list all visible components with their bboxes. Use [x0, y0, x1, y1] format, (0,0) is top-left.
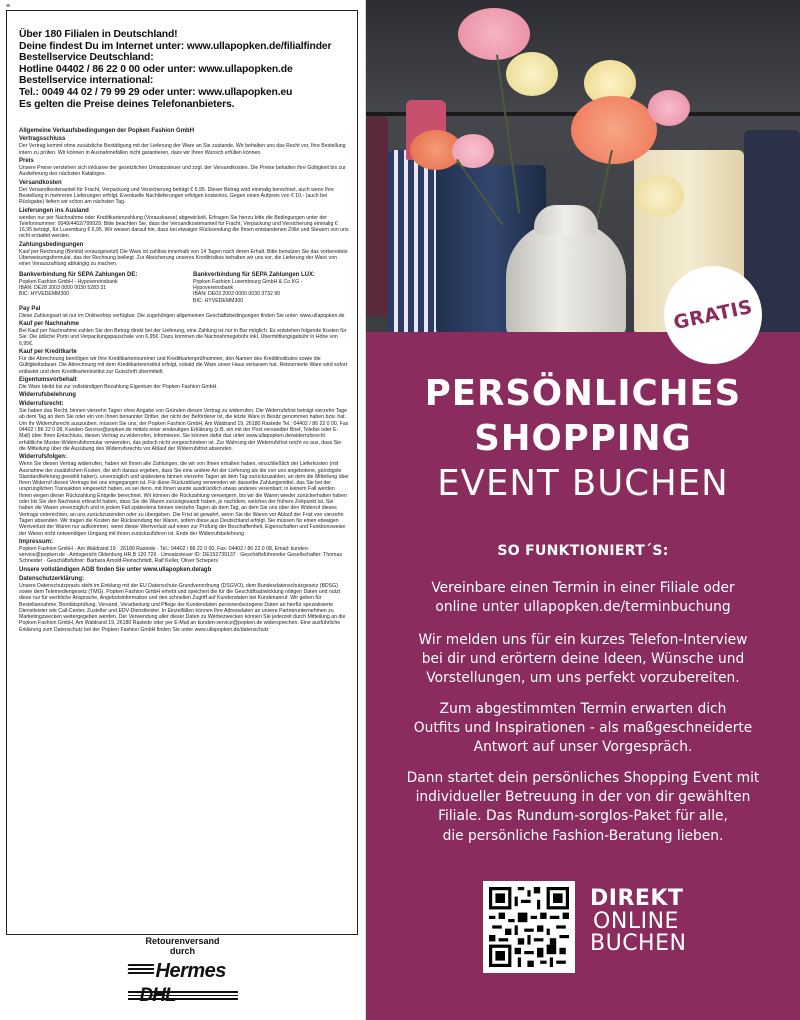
- terms-section: [19, 454, 349, 537]
- terms-section-text: Für die Abrechnung benötigen wir Ihre Kreditkartennummer und Kreditkartenprüfnummer, den Namen des Kreditinstitutes sowie die Gültigkeitsdauer. Die Abrechnung mit dem Kreditkarteninstitut erfolgt, sobald die Ware unser Haus verlassen hat. Retournierte Ware wird sofort entlastet und dem Kreditkarteninstitut zur Gutschrift übermittelt.: [19, 355, 348, 375]
- terms-section-heading: Widerrufsfolgen:: [19, 454, 67, 461]
- bank-de: [19, 272, 175, 304]
- intro-line-1: Über 180 Filialen in Deutschland!: [19, 29, 178, 40]
- terms-section-text: Unsere Datenschutzpraxis steht im Einklang mit der EU Datenschutz-Grundverordnung (DSGVO), dem Bundesdatenschutzgesetz (BDSG) sowie dem Telemediengesetz (TMG). Popken Fashion GmbH erhebt und speichert die für die Geschäftsabwicklung nötigen Daten und nutzt diese nur für werbliche Ansprache, Angebotsinformation und den schnellen Zugriff auf Kundendaten bei Kundenanruf. Wir geben für Bestellannahme, Bonitätsprüfung, Versand, Verarbeitung und Pflege der Kundendaten personenbezogene Daten an hierfür spezialisierte Dienstleister wie Call-Center, Zusteller und EDV-Dienstleister. In Einzelfällen können Ihre Adressdaten an unsere Partnerunternehmen zu Marketingzwecken weitergegeben werden. Der Verwendung aller dieser Daten zu Werbezwecken können Sie jederzeit durch Mitteilung an die Popken Fashion GmbH, Am Waldrand 19, 26180 Rastede oder per E-Mail an kunden-service@popken.de widersprechen. Eine ausführliche Erklärung zum Datenschutz bei der Popken Fashion GmbH finden Sie unter www.ullapopken.de/datenschutz: [19, 582, 346, 633]
- garment-striped: [388, 150, 438, 332]
- contact-intro: [19, 29, 357, 110]
- terms-section-heading: Lieferungen ins Ausland: [19, 207, 89, 214]
- terms-section: [19, 321, 349, 347]
- step-2-line-3: Vorstellungen, um uns perfekt vorzubereiten.: [426, 670, 740, 687]
- vase-neck: [534, 205, 598, 235]
- terms-section: [19, 180, 349, 206]
- terms-section-heading: Eigentumsvorbehalt: [19, 376, 77, 383]
- vase: [506, 222, 626, 332]
- terms-section-heading: Widerrufsbelehrung: [19, 392, 76, 399]
- terms-section-heading: Impressum:: [19, 538, 54, 545]
- step-4-line-2: individueller Betreuung in der von dir gewählten: [415, 789, 751, 806]
- step-2-text: [366, 631, 800, 689]
- terms-section: [19, 306, 349, 319]
- bank-lux-heading: Bankverbindung für SEPA Zahlungen LUX:: [193, 271, 316, 278]
- terms-section-text: Diese Zahlungsart ist nur im Onlineshop verfügbar. Die zugehörigen allgemeinen Geschäftsbedingungen finden Sie unter: www.ullapopken.de: [19, 312, 345, 319]
- cta-line-3: BUCHEN: [590, 931, 687, 956]
- cta-line-1: DIREKT: [590, 886, 684, 911]
- bank-de-heading: Bankverbindung für SEPA Zahlungen DE:: [19, 271, 138, 278]
- bank-lux-line-1: Popken Fashion Luxembourg GmbH & Co.KG -: [193, 278, 303, 285]
- gratis-label: GRATIS: [671, 295, 755, 335]
- terms-section-heading: Zahlungsbedingungen: [19, 241, 84, 248]
- agb-box: [6, 10, 358, 935]
- step-3-text: [366, 700, 800, 758]
- dhl-logo: [128, 987, 238, 1005]
- terms-section: [19, 539, 349, 565]
- bank-lux-line-3: IBAN: DE03 2003 0000 0030 3732 90: [193, 291, 281, 298]
- headline-line-3: EVENT BUCHEN: [437, 463, 729, 504]
- terms-section-heading: Preis: [19, 158, 34, 165]
- bank-de-line-2: IBAN: DE28 2003 0000 0030 5283 31: [19, 284, 107, 291]
- step-3-line-2: Outfits und Inspirationen - als maßgeschneiderte: [413, 720, 753, 737]
- terms-section-text: Kauf per Rechnung (Bonität vorausgesetzt) Die Ware ist zahlbar innerhalb von 14 Tagen nach deren Erhalt. Bitte benutzen Sie das vorbereitete Überweisungsformular, das der Rechnung beiliegt. Zur Absicherung unseres Kreditrisikos behalten wir uns vor, die Lieferung der Ware von einer Vorauszahlung abhängig zu machen.: [19, 248, 348, 268]
- intro-line-2: Deine findest Du im Internet unter: www.ullapopken.de/filialfinder: [19, 40, 332, 52]
- intro-line-7: Es gelten die Preise deines Telefonanbieters.: [19, 98, 235, 110]
- step-4-line-4: die persönliche Fashion-Beratung lieben.: [442, 827, 724, 844]
- return-label: Retourenversand: [145, 936, 220, 946]
- terms-section: [19, 401, 349, 452]
- headline-line-1: PERSÖNLICHES: [424, 373, 742, 414]
- terms-section: [19, 242, 349, 268]
- headline-line-2: SHOPPING: [474, 418, 692, 459]
- terms-section: [19, 377, 349, 390]
- terms-section-text: werden nur per Nachnahme oder Kreditkartenzahlung (Vorauskasse) abgewickelt. Erfragen Sie hierzu bitte die Bedingungen unter der Telefonnummer: 0049/4402/799929. Bitte beachten Sie, dass der Versandkostenanteil für Fracht, Verpackung und Versicherung einmalig € 16,95 beträgt, für Luxemburg € 6,95. Wir weisen darauf hin, dass bei etwaiger Rücksendung die Ihnen entstandenen Zölle und Steuern von uns nicht erstattet werden.: [19, 214, 349, 240]
- bank-de-line-3: BIC: HYVEDEMM300: [19, 291, 70, 298]
- step-4-line-1: Dann startet dein persönliches Shopping Event mit: [406, 770, 760, 786]
- terms-section-text: Sie haben das Recht, binnen vierzehn Tagen ohne Angabe von Gründen diesen Vertrag zu widerrufen. Die Widerrufsfrist beträgt vierzehn Tage ab dem Tag an dem Sie oder ein von Ihnen benannter Dritter, der nicht der Beförderer ist, die letzte Ware in Besitz genommen haben bzw. hat. Um Ihr Widerrufsrecht auszuüben, müssen Sie uns, der Popken Fashion GmbH, Am Waldrand 19, 26180 Rastede Tel.: 04402 / 86 22 0 00, Fax 04402 / 86 22 0 08, Kunden-Service@popken.de mittels einer eindeutigen Erklärung (z.B. ein mit der Post versandter Brief, Telefax oder E-Mail) über Ihren Entschluss, diesen Vertrag zu widerrufen, informieren. Sie können dafür das unter www.ullapopken.de/widerrufsrecht erhältliche Muster-Widerrufsformular verwenden, das jedoch nicht vorgeschrieben ist. Zur Wahrung der Widerrufsfrist reicht es aus, dass Sie die Mitteilung über die Ausübung des Widerrufsrechts vor Ablauf der Widerrufsfrist absenden.: [19, 408, 349, 452]
- shopping-event-panel: [366, 0, 800, 1020]
- step-4-text: [366, 769, 800, 846]
- terms-section-text: Unsere Preise verstehen sich inklusive der gesetzlichen Umsatzsteuer und zzgl. der Versandkosten. Die Preise behalten ihre Gültigkeit bis zur Auslieferung des nächsten Kataloges.: [19, 165, 346, 178]
- terms-section-text: Popken Fashion GmbH · Am Waldrand 19 · 26180 Rastede · Tel.: 04402 / 86 22 0 00, Fax: 04402 / 86 22 0 08, Email: kunden-service@popken.de · Amtsgericht Oldenburg HR B 120 726 · Umsatzsteuer ID: DE152739137 · Geschäftsführender Gesellschafter: Thomas Schneider · Geschäftsführer: Barbara Arnold-Reinschmidt, Ralf Keller, Oliver Schepers: [19, 545, 342, 565]
- terms-section-heading: Kauf per Nachnahme: [19, 321, 80, 328]
- terms-section-heading: Datenschutzerklärung:: [19, 575, 85, 582]
- terms-section-text: Wenn Sie diesen Vertrag widerrufen, haben wir Ihnen alle Zahlungen, die wir von Ihnen erhalten haben, einschließlich der Lieferkosten (mit Ausnahme der zusätzlichen Kosten, die sich daraus ergeben, dass Sie eine andere Art der Lieferung als die von uns angebotene, günstigste Standardlieferung gewählt haben), unverzüglich und spätestens binnen vierzehn Tagen ab dem Tag zurückzuzahlen, an dem die Mitteilung über Ihren Widerruf dieses Vertrags bei uns eingegangen ist. Für diese Rückzahlung verwenden wir dasselbe Zahlungsmittel, das Sie bei der ursprünglichen Transaktion eingesetzt haben, es sei denn, mit Ihnen wurde ausdrücklich etwas anderes vereinbart; in keinem Fall werden Ihnen wegen dieser Rückzahlung Entgelte berechnet. Wir können die Rückzahlung verweigern, bis wir die Waren wieder zurückerhalten haben oder bis Sie den Nachweis erbracht haben, dass Sie die Waren zurückgesandt haben, je nachdem, welches der frühere Zeitpunkt ist. Sie haben die Waren unverzüglich und in jedem Fall spätestens binnen vierzehn Tagen ab dem Tag, an dem Sie uns über den Widerruf dieses Vertrags unterrichten, an uns zurückzusenden oder zu übergeben. Die Frist ist gewahrt, wenn Sie die Waren vor Ablauf der Frist von vierzehn Tagen absenden. Wir tragen die Kosten der Rücksendung der Waren, sofern diese aus Deutschland erfolgt. Sie müssen für einen etwaigen Wertverlust der Waren nur aufkommen, wenn dieser Wertverlust auf einen zur Prüfung der Beschaffenheit, Eigenschaften und Funktionsweise der Waren nicht notwendigen Umgang mit ihnen zurückzuführen ist. Ende der Widerrufsbelehrung: [19, 461, 350, 537]
- terms-section-heading: Versandkosten: [19, 179, 62, 186]
- terms-section-text: Die Ware bleibt bis zur vollständigen Bezahlung Eigentum der Popken Fashion GmbH.: [19, 383, 218, 390]
- step-2-line-2: bei dir und erörtern deine Ideen, Wünsche und: [421, 651, 745, 668]
- step-1-line-2: online unter ullapopken.de/terminbuchung: [435, 599, 731, 616]
- terms-section: [19, 158, 349, 178]
- flower-yellow: [506, 52, 558, 96]
- book-online-cta[interactable]: [590, 886, 687, 956]
- hermes-logo: [128, 960, 238, 982]
- terms-section-heading: Unsere vollständigen AGB finden Sie unter www.ullapopken.de/agb: [19, 566, 212, 573]
- flower-pink: [458, 8, 530, 60]
- bank-lux-line-2: Hypovereinsbank: [193, 284, 234, 291]
- terms-section-heading: Vertragsschluss: [19, 136, 66, 143]
- terms-section: [19, 349, 349, 375]
- gratis-badge: [664, 266, 762, 364]
- garment-red: [366, 116, 388, 316]
- flower-yellow-3: [634, 175, 684, 217]
- bank-de-line-1: Popken Fashion GmbH - Hypovereinsbank: [19, 278, 118, 285]
- flower-orange: [571, 96, 657, 164]
- terms-section-text: Der Versandkostenanteil für Fracht, Verpackung und Versicherung beträgt € 6,95. Dieser Betrag wird einmalig berechnet, auch wenn Ihre Bestellung in mehreren Lieferungen erfolgt. Eventuelle Nachlieferungen erfolgen kostenlos. Gegen einen Aufpreis von € 10,- (auch bei Rückgabe) liefern wir schon am nächsten Tag.: [19, 186, 334, 206]
- intro-line-3: Bestellservice Deutschland:: [19, 52, 154, 64]
- terms-section-heading: Widerrufsrecht:: [19, 401, 64, 408]
- headline: [366, 371, 800, 506]
- intro-line-4: Hotline 04402 / 86 22 0 00 oder unter: www.ullapopken.de: [19, 63, 293, 75]
- step-3-line-3: Antwort auf unser Vorgespräch.: [473, 739, 693, 756]
- hermes-stripes-icon: [128, 964, 154, 978]
- return-shipping: [0, 936, 365, 1005]
- terms-section-heading: Kauf per Kreditkarte: [19, 348, 77, 355]
- dhl-wordmark: DHL: [139, 985, 176, 1006]
- flower-pink-2: [648, 90, 690, 126]
- return-label-by: durch: [169, 946, 195, 956]
- cta-line-2: ONLINE: [593, 908, 679, 934]
- terms-section-text: Bei Kauf per Nachnahme zahlen Sie den Betrag direkt bei der Lieferung, eine Zahlung ist nur in Bar möglich. Es entstehen folgende Kosten für Sie: Die übliche Porto und Verpackungspauschale von 6,95€. Dazu kommen die Nachnahmegebühr inkl. Übermittlungsgebühr in Höhe von 6,95€.: [19, 328, 347, 347]
- bank-details: [19, 272, 349, 304]
- terms-section: [19, 567, 349, 574]
- step-1-text: [366, 579, 800, 617]
- qr-code[interactable]: [483, 881, 575, 973]
- agb-title: Allgemeine Verkaufsbedingungen der Popken Fashion GmbH: [19, 128, 195, 135]
- bank-lux: [193, 272, 349, 304]
- agb-column: [0, 0, 366, 1020]
- terms-section: [19, 208, 349, 240]
- step-1-line-1: Vereinbare einen Termin in einer Filiale oder: [431, 580, 735, 596]
- how-it-works-heading: SO FUNKTIONIERT´S:: [497, 543, 669, 559]
- step-3-line-1: Zum abgestimmten Termin erwarten dich: [439, 701, 727, 717]
- terms-text: [19, 128, 349, 633]
- terms-section-heading: Pay Pal: [19, 305, 41, 312]
- step-2-line-1: Wir melden uns für ein kurzes Telefon-Interview: [418, 632, 748, 648]
- qr-code-icon: [489, 887, 569, 967]
- intro-line-6: Tel.: 0049 44 02 / 79 99 29 oder unter: www.ullapopken.eu: [19, 86, 293, 98]
- intro-line-5: Bestellservice international:: [19, 75, 154, 87]
- bank-lux-line-4: BIC: HYVEDEMM300: [193, 297, 244, 304]
- terms-section: [19, 576, 349, 633]
- terms-section-text: Der Vertrag kommt ohne zusätzliche Bestätigung mit der Lieferung der Ware an Sie zustande. Wir behalten uns das Recht vor, Ihre Bestellung intern zu prüfen. Wir können in Ausnahmefällen nicht garantieren, dass wir Ihren Wunsch erfüllen können.: [19, 143, 346, 156]
- step-4-line-3: Filiale. Das Rundum-sorglos-Paket für alle,: [438, 808, 728, 825]
- hermes-wordmark: Hermes: [155, 960, 226, 982]
- terms-section: [19, 392, 349, 399]
- terms-section: [19, 136, 349, 156]
- corner-mark: ≡: [6, 3, 11, 10]
